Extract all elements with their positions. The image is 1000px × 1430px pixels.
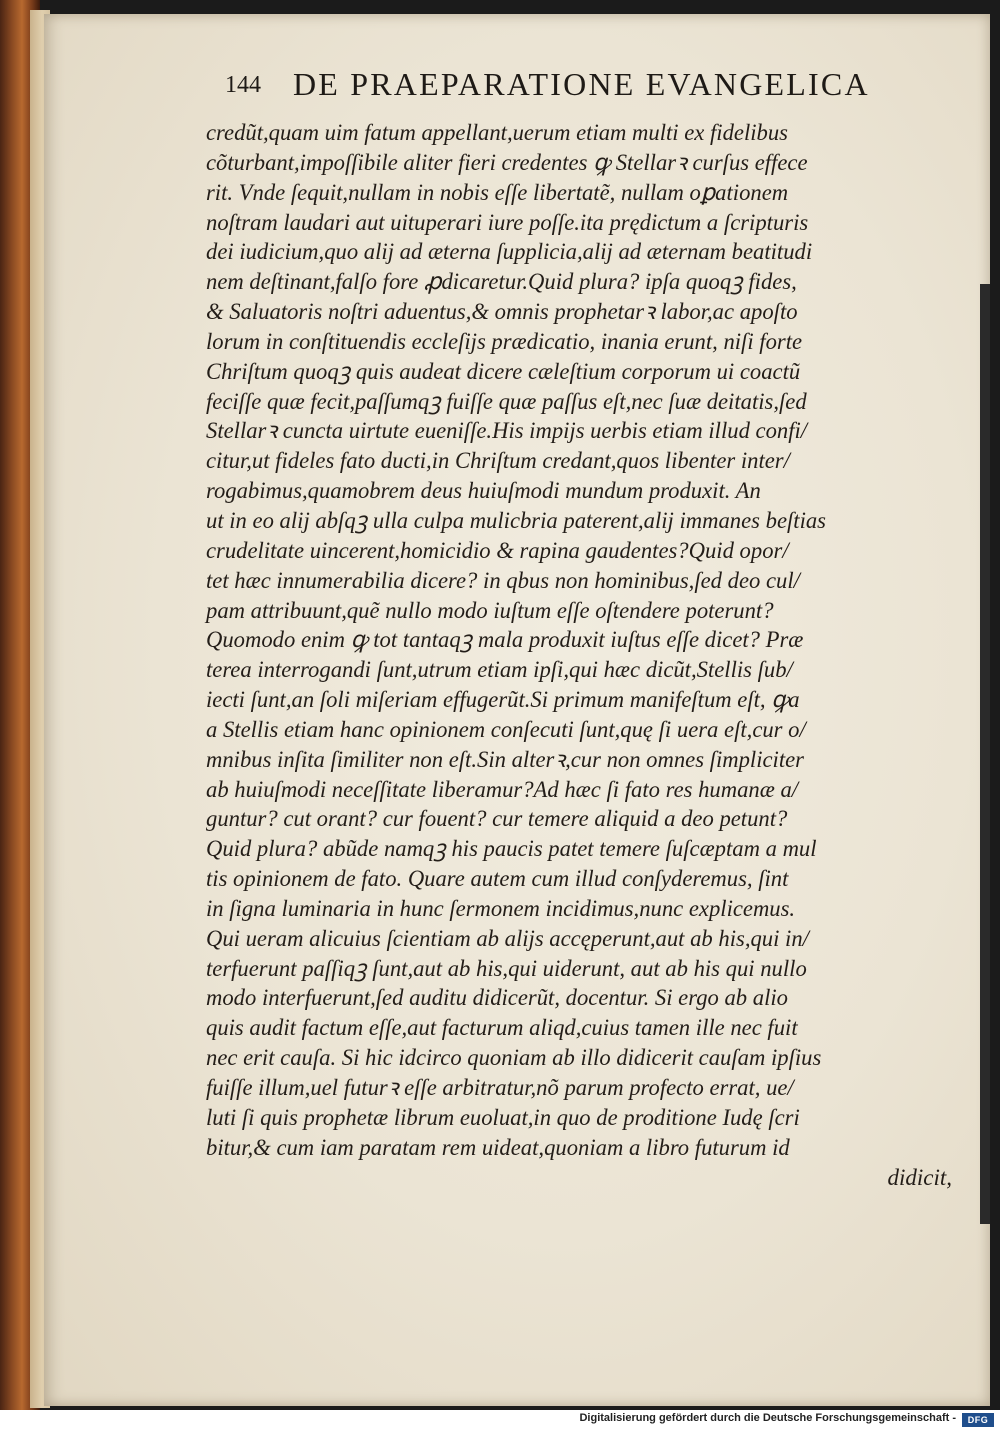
text-line: Qui ueram alicuius ſcientiam ab alijs accęperunt,aut ab his,qui in/ bbox=[206, 925, 809, 951]
text-line: feciſſe quæ fecit,paſſumqꝫ fuiſſe quæ paſſus eſt,nec ſuæ deitatis,ſed bbox=[206, 388, 807, 414]
dfg-logo: DFG bbox=[962, 1413, 994, 1427]
text-line: & Saluatoris noſtri aduentus,& omnis prophetarꝛ labor,ac apoſto bbox=[206, 299, 798, 325]
running-head-title: DE PRAEPARATIONE EVANGELICA bbox=[293, 66, 870, 102]
text-line: lorum in conſtituendis eccleſijs prædicatio, inania erunt, niſi forte bbox=[206, 328, 803, 354]
text-line: a Stellis etiam hanc opinionem conſecuti ſunt,quę ſi uera eſt,cur o/ bbox=[206, 716, 806, 742]
text-line: pam attribuunt,quẽ nullo modo iuſtum eſſe oſtendere poterunt? bbox=[206, 597, 774, 623]
text-line: rogabimus,quamobrem deus huiuſmodi mundum produxit. An bbox=[206, 478, 761, 504]
text-line: noſtram laudari aut uituperari iure poſſe.ita prędictum a ſcripturis bbox=[206, 209, 809, 235]
text-line: nem deſtinant,falſo fore ꝓdicaretur.Quid plura? ipſa quoqꝫ fides, bbox=[206, 269, 797, 295]
text-line: cõturbant,impoſſibile aliter fieri credentes ꝙ Stellarꝛ curſus effece bbox=[206, 149, 808, 175]
text-line: luti ſi quis prophetæ librum euoluat,in quo de proditione Iudę ſcri bbox=[206, 1104, 800, 1130]
text-line: ut in eo alij abſqꝫ ulla culpa mulicbria paterent,alij immanes beſtias bbox=[206, 507, 826, 533]
text-line: dei iudicium,quo alij ad æterna ſupplicia,alij ad æternam beatitudi bbox=[206, 239, 813, 265]
text-line: terea interrogandi ſunt,utrum etiam ipſi,qui hæc dicũt,Stellis ſub/ bbox=[206, 657, 793, 683]
running-head bbox=[225, 66, 945, 114]
text-line: Chriſtum quoqꝫ quis audeat dicere cæleſtium corporum ui coactũ bbox=[206, 358, 801, 384]
text-line: mnibus inſita ſimiliter non eſt.Sin alterꝛ,cur non omnes ſimpliciter bbox=[206, 746, 804, 772]
text-line: Stellarꝛ cuncta uirtute eueniſſe.His impijs uerbis etiam illud confi/ bbox=[206, 418, 808, 444]
text-line: iecti ſunt,an ſoli miſeriam effugerũt.Si primum manifeſtum eſt, ꝙa bbox=[206, 687, 800, 713]
text-line: bitur,& cum iam paratam rem uideat,quoniam a libro futurum id bbox=[206, 1134, 790, 1160]
text-line: citur,ut fideles fato ducti,in Chriſtum credant,quos libenter inter/ bbox=[206, 448, 790, 474]
text-line: quis audit factum eſſe,aut facturum aliqd,cuius tamen ille nec fuit bbox=[206, 1015, 798, 1041]
text-line: crudelitate uincerent,homicidio & rapina gaudentes?Quid opor/ bbox=[206, 537, 789, 563]
digitization-footer bbox=[0, 1410, 1000, 1430]
text-line: terfuerunt paſſiqꝫ ſunt,aut ab his,qui uiderunt, aut ab his qui nullo bbox=[206, 955, 807, 981]
catchword: didicit, bbox=[887, 1164, 952, 1190]
text-line: ab huiuſmodi neceſſitate liberamur?Ad hæc ſi fato res humanæ a/ bbox=[206, 776, 799, 802]
text-line: Quid plura? abũde namqꝫ his paucis patet temere ſuſcæptam a mul bbox=[206, 836, 817, 862]
page-right-edge-shadow bbox=[980, 284, 990, 1224]
text-line: tis opinionem de fato. Quare autem cum illud conſyderemus, ſint bbox=[206, 866, 789, 892]
text-line: fuiſſe illum,uel futurꝛ eſſe arbitratur,nõ parum profecto errat, ue/ bbox=[206, 1075, 794, 1100]
text-line: Quomodo enim ꝙ tot tantaqꝫ mala produxit iuſtus eſſe dicet? Præ bbox=[206, 627, 804, 653]
text-line: credũt,quam uim fatum appellant,uerum etiam multi ex fidelibus bbox=[206, 120, 788, 145]
text-line: in ſigna luminaria in hunc ſermonem incidimus,nunc explicemus. bbox=[206, 895, 796, 921]
text-line: nec erit cauſa. Si hic idcirco quoniam ab illo didicerit cauſam ipſius bbox=[206, 1045, 822, 1071]
text-line: modo interfuerunt,ſed auditu didicerũt, docentur. Si ergo ab alio bbox=[206, 985, 789, 1011]
funding-credit: Digitalisierung gefördert durch die Deutsche Forschungsgemeinschaft - bbox=[579, 1412, 956, 1424]
text-line: rit. Vnde ſequit,nullam in nobis eſſe libertatẽ, nullam oꝑationem bbox=[206, 179, 789, 205]
text-line: tet hæc innumerabilia dicere? in qbus non hominibus,ſed deo cul/ bbox=[206, 567, 800, 593]
text-line: guntur? cut orant? cur fouent? cur temere aliquid a deo petunt? bbox=[206, 806, 788, 832]
page-number: 144 bbox=[225, 72, 261, 98]
body-text bbox=[206, 118, 966, 1192]
